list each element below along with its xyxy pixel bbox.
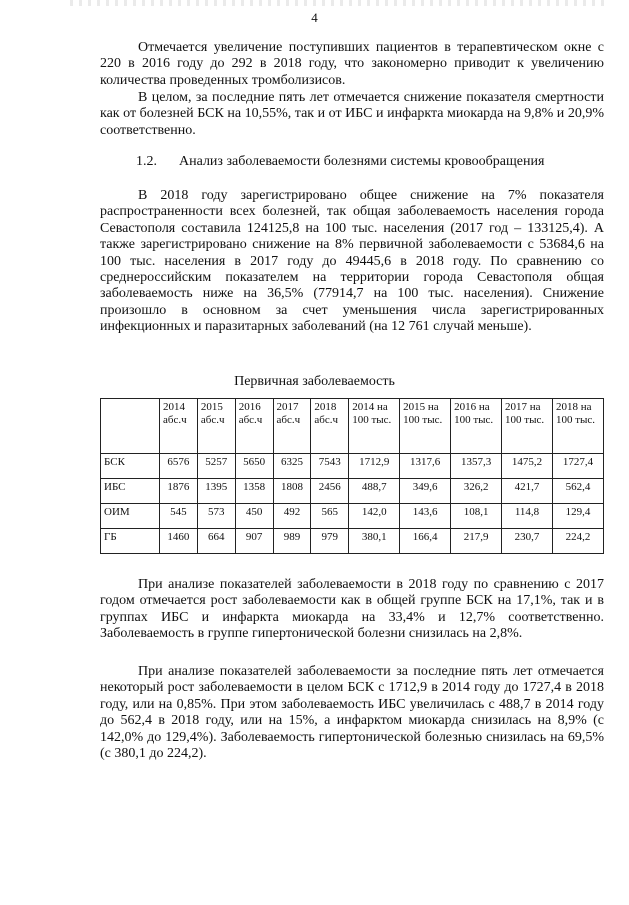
scan-artifact [70,0,610,6]
table-cell: 492 [273,504,311,529]
section-number: 1.2. [136,154,157,169]
table-header-cell: 2018 на 100 тыс. [552,399,603,454]
table-cell: 1876 [160,479,198,504]
table-cell: 129,4 [552,504,603,529]
table-cell: 488,7 [349,479,400,504]
table-cell: 565 [311,504,349,529]
table-header-cell: 2017 на 100 тыс. [502,399,553,454]
table-cell: 1808 [273,479,311,504]
table-cell: 326,2 [451,479,502,504]
page-number: 4 [311,10,318,25]
table-cell: 380,1 [349,529,400,554]
table-cell: 450 [235,504,273,529]
table-cell: 979 [311,529,349,554]
paragraph-2018-vs-2017: При анализе показателей заболеваемости в 2018 году по сравнению с 2017 годом отмечается рост заболеваемости как в общей группе БСК на 17,1%, так и в группах ИБС и инфаркта миокарда на 33,4% и 12,7% соответственно. Заболеваемость в группе гипертонической болезни снизилась на 2,8%. [100,577,604,642]
table-cell: 6325 [273,454,311,479]
table-header-cell [101,399,160,454]
table-row [101,529,604,554]
paragraph-thrombolysis: Отмечается увеличение поступивших пациентов в терапевтическом окне с 220 в 2016 году до 292 в 2018 году, что закономерно приводит к увеличению количества проведенных тромболизисов. [100,40,604,88]
row-label: ИБС [101,479,160,504]
table-cell: 5650 [235,454,273,479]
paragraph-five-year-trend: При анализе показателей заболеваемости за последние пять лет отмечается некоторый рост заболеваемости в целом БСК с 1712,9 в 2014 году до 1727,4 в 2018 году, или на 0,85%. При этом заболеваемость ИБС увеличилась с 488,7 в 2014 году до 562,4 в 2018 году, или на 15%, а инфарктом миокарда снизилась на 8,9% (с 142,0% до 129,4%). Заболеваемость гипертонической болезнью снизилась на 69,5% (с 380,1 до 224,2). [100,664,604,762]
section-title: Анализ заболеваемости болезнями системы кровообращения [179,154,545,169]
table-cell: 545 [160,504,198,529]
table-cell: 1712,9 [349,454,400,479]
row-label: ГБ [101,529,160,554]
table-cell: 1395 [197,479,235,504]
paragraph-incidence-overview: В 2018 году зарегистрировано общее снижение на 7% показателя распространенности всех болезней, так общая заболеваемость населения города Севастополя составила 124125,8 на 100 тыс. населения (2017 год – 133125,4). А также зарегистрировано снижение на 8% первичной заболеваемости с 53684,6 на 100 тыс. населения в 2017 году до 49445,6 в 2018 году. По сравнению со среднероссийским показателем на территории города Севастополя общая заболеваемость ниже на 36,5% (77914,7 на 100 тыс. населения). Снижение произошло в основном за счет уменьшения числа зарегистрированных инфекционных и паразитарных заболеваний (на 12 761 случай меньше). [100,188,604,335]
table-cell: 1317,6 [400,454,451,479]
table-header-cell: 2014 абс.ч [160,399,198,454]
table-header-cell: 2017 абс.ч [273,399,311,454]
table-row [101,454,604,479]
table-cell: 7543 [311,454,349,479]
table-caption: Первичная заболеваемость [234,374,395,389]
table-cell: 230,7 [502,529,553,554]
table-cell: 1727,4 [552,454,603,479]
table-cell: 989 [273,529,311,554]
table-cell: 143,6 [400,504,451,529]
table-header-cell: 2015 абс.ч [197,399,235,454]
table-cell: 421,7 [502,479,553,504]
paragraph-mortality: В целом, за последние пять лет отмечается снижение показателя смертности как от болезней БСК на 10,55%, так и от ИБС и инфаркта миокарда на 9,8% и 20,9% соответственно. [100,90,604,138]
table-cell: 108,1 [451,504,502,529]
primary-incidence-table [100,398,604,554]
table-cell: 562,4 [552,479,603,504]
row-label: ОИМ [101,504,160,529]
table-cell: 224,2 [552,529,603,554]
table-cell: 664 [197,529,235,554]
table-header-cell: 2015 на 100 тыс. [400,399,451,454]
section-heading [136,154,544,170]
table-cell: 1460 [160,529,198,554]
table-cell: 1357,3 [451,454,502,479]
table-header-row [101,399,604,454]
table-cell: 114,8 [502,504,553,529]
table-cell: 217,9 [451,529,502,554]
table-cell: 1475,2 [502,454,553,479]
table-cell: 166,4 [400,529,451,554]
table-header-cell: 2018 абс.ч [311,399,349,454]
table-cell: 5257 [197,454,235,479]
table-cell: 1358 [235,479,273,504]
table-cell: 142,0 [349,504,400,529]
table-cell: 6576 [160,454,198,479]
table-row [101,479,604,504]
table-header-cell: 2016 абс.ч [235,399,273,454]
table-cell: 349,6 [400,479,451,504]
table-header-cell: 2014 на 100 тыс. [349,399,400,454]
table-cell: 573 [197,504,235,529]
table-header-cell: 2016 на 100 тыс. [451,399,502,454]
row-label: БСК [101,454,160,479]
table-row [101,504,604,529]
table-cell: 907 [235,529,273,554]
table-cell: 2456 [311,479,349,504]
